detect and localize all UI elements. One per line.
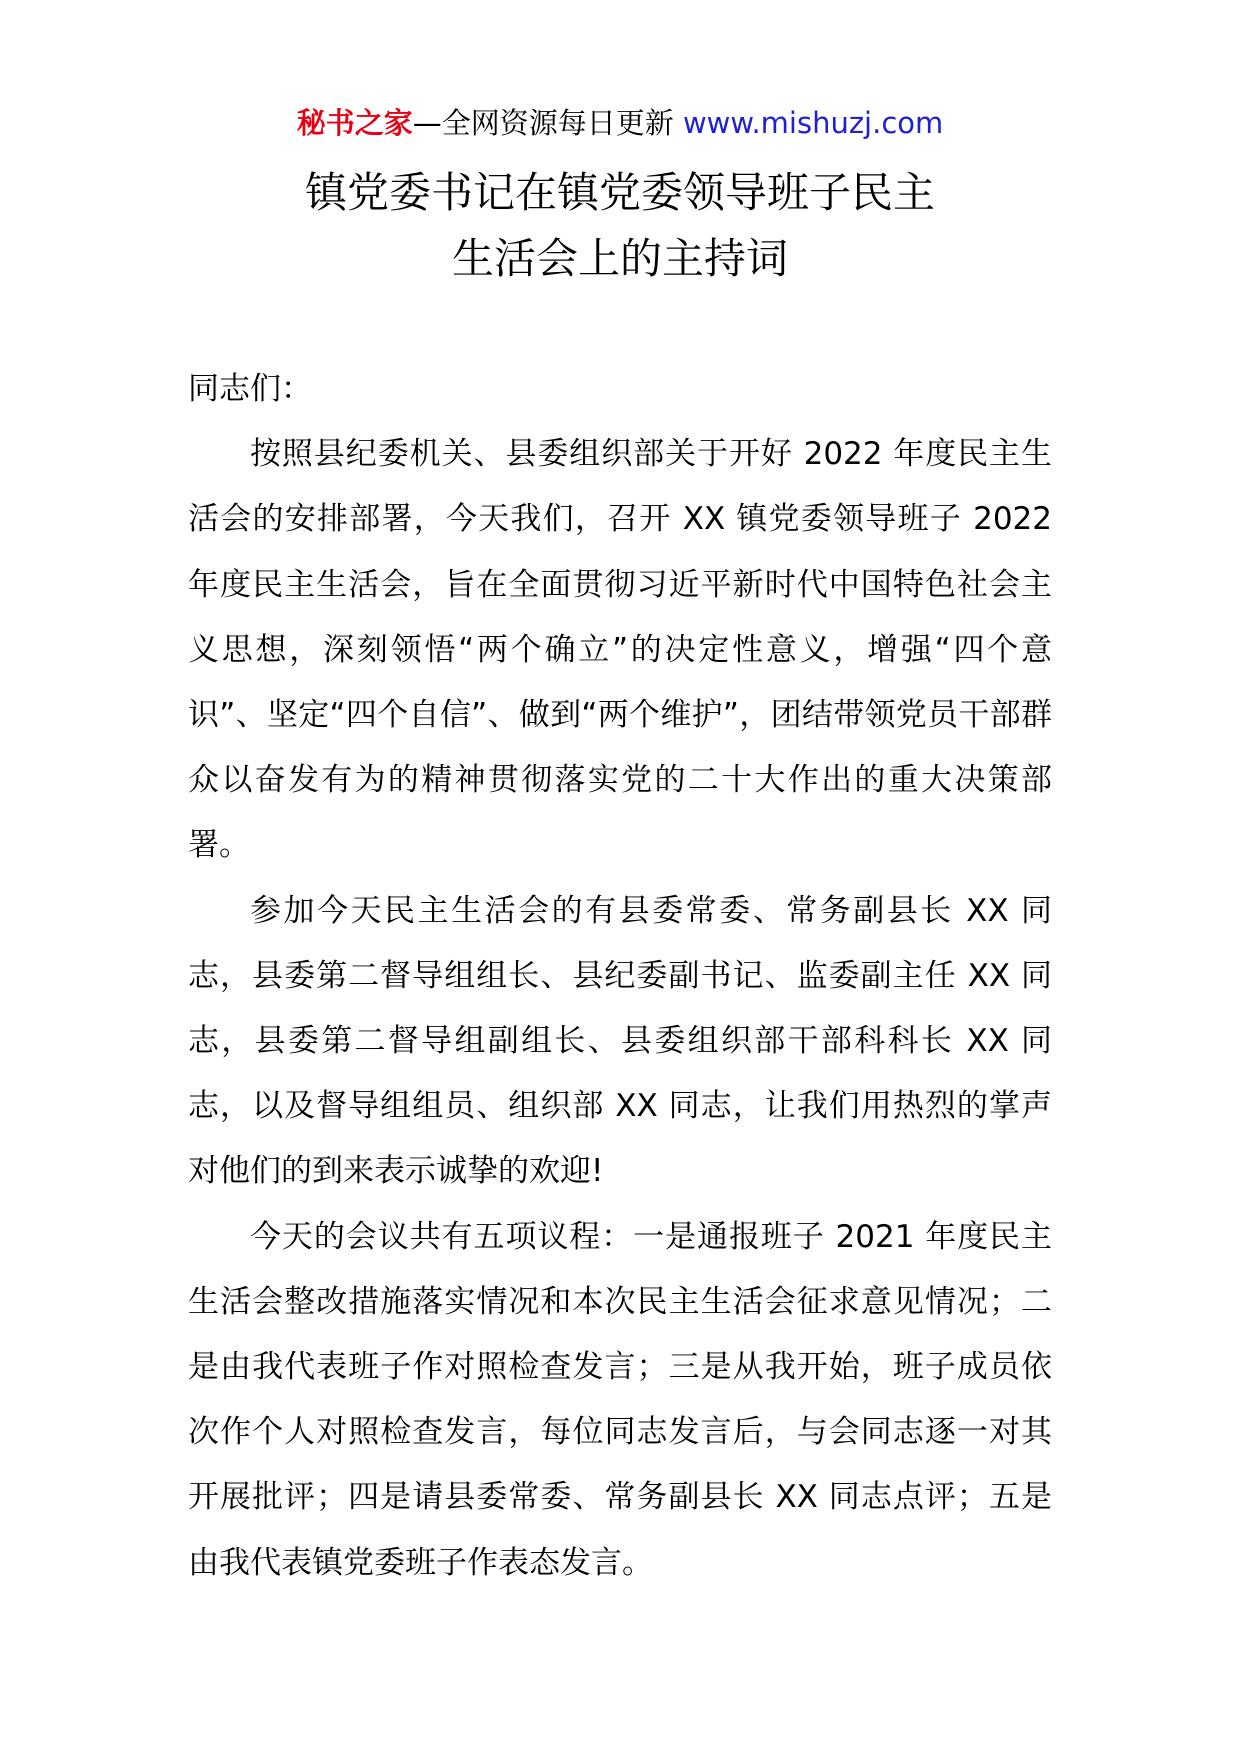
- paragraph-agenda: 今天的会议共有五项议程：一是通报班子 2021 年度民主生活会整改措施落实情况和本次民主生活会征求意见情况；二是由我代表班子作对照检查发言；三是从我开始，班子成员依次作个人对照检查发言，每位同志发言后，与会同志逐一对其开展批评；四是请县委常委、常务副县长 XX 同志点评；五是由我代表镇党委班子作表态发言。: [188, 1218, 1052, 1581]
- title-line-2: 生活会上的主持词: [451, 234, 788, 283]
- site-url-link[interactable]: www.mishuzj.com: [682, 106, 944, 140]
- site-header: [0, 100, 1240, 146]
- paragraph-purpose: 按照县纪委机关、县委组织部关于开好 2022 年度民主生活会的安排部署，今天我们，召开 XX 镇党委领导班子 2022 年度民主生活会，旨在全面贯彻习近平新时代中国特色社会主义思想，深刻领悟“两个确立”的决定性意义，增强“四个意识”、坚定“四个自信”、做到“两个维护”，团结带领党员干部群众以奋发有为的精神贯彻落实党的二十大作出的重大决策部署。: [188, 436, 1052, 864]
- document-body: [188, 357, 1052, 1596]
- brand-name: 秘书之家: [296, 106, 413, 140]
- document-title: [0, 160, 1240, 292]
- title-line-1: 镇党委书记在镇党委领导班子民主: [304, 168, 935, 217]
- paragraph-attendees: 参加今天民主生活会的有县委常委、常务副县长 XX 同志，县委第二督导组组长、县纪委副书记、监委副主任 XX 同志，县委第二督导组副组长、县委组织部干部科科长 XX 同志，以及督导组组员、组织部 XX 同志，让我们用热烈的掌声对他们的到来表示诚挚的欢迎!: [188, 892, 1052, 1190]
- salutation: 同志们：: [188, 371, 312, 407]
- header-tagline: —全网资源每日更新: [412, 106, 683, 140]
